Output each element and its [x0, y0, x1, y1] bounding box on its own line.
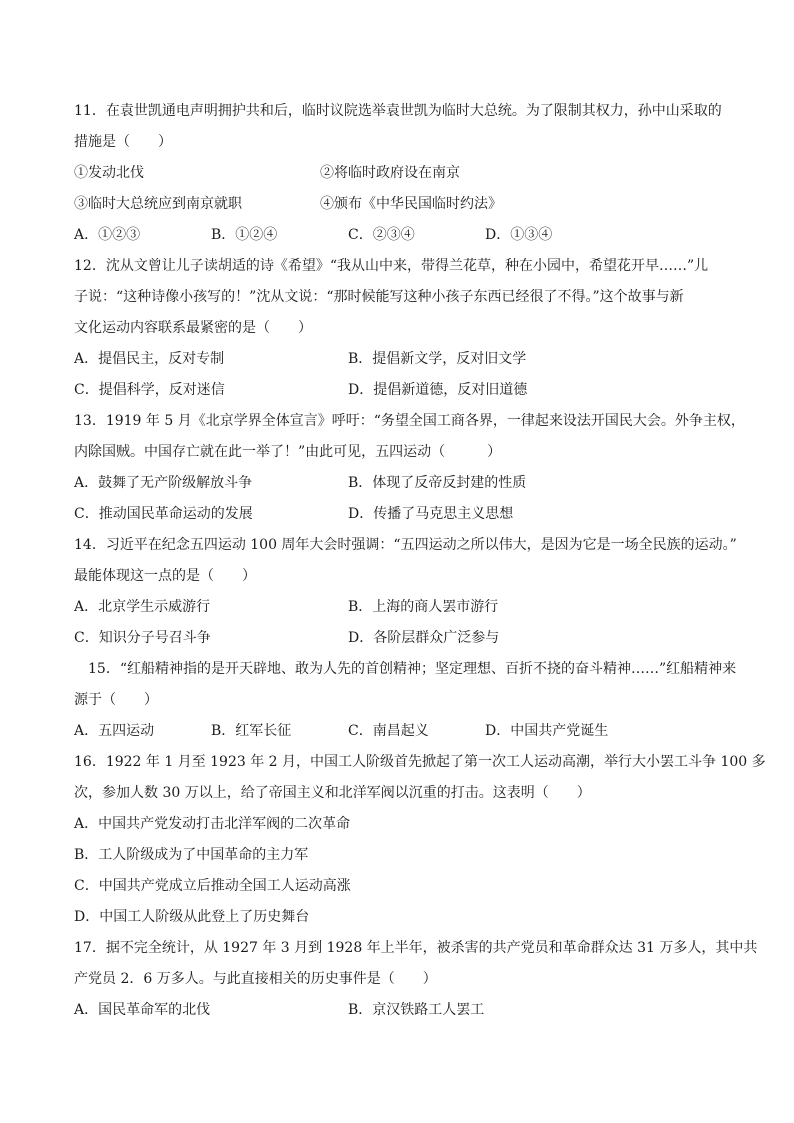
option-a[interactable]: A．国民革命军的北伐 [74, 1002, 211, 1018]
option-d[interactable]: D．中国共产党诞生 [485, 723, 609, 739]
option-b[interactable]: B．京汉铁路工人罢工 [348, 1002, 485, 1018]
option-a[interactable]: A．中国共产党发动打击北洋军阀的二次革命 [74, 816, 351, 832]
option-b[interactable]: B．提倡新文学，反对旧文学 [348, 351, 527, 367]
option-c[interactable]: C．提倡科学，反对迷信 [74, 382, 225, 398]
option-b[interactable]: B．体现了反帝反封建的性质 [348, 475, 527, 491]
option-c[interactable]: C．南昌起义 [348, 723, 429, 739]
question-stem-line: 子说：“这种诗像小孩写的！”沈从文说：“那时候能写这种小孩子东西已经很了不得。”这个故事与新 [74, 289, 684, 305]
question-stem-line: 13．1919 年 5 月《北京学界全体宣言》呼吁：“务望全国工商各界，一律起来设法开国民大会。外争主权， [74, 413, 745, 429]
question-stem-line: 15．“红船精神指的是开天辟地、敢为人先的首创精神；坚定理想、百折不挠的奋斗精神……”红船精神来 [88, 661, 737, 677]
subitem: ④颁布《中华民国临时约法》 [320, 196, 502, 212]
option-d[interactable]: D．提倡新道德，反对旧道德 [348, 382, 528, 398]
question-14 [74, 530, 737, 654]
option-a[interactable]: A．北京学生示威游行 [74, 599, 211, 615]
question-stem-line: 14．习近平在纪念五四运动 100 周年大会时强调：“五四运动之所以伟大，是因为它是一场全民族的运动。” [74, 537, 737, 553]
question-16 [74, 747, 766, 933]
option-c[interactable]: C．②③④ [348, 227, 415, 243]
question-17 [74, 933, 758, 1026]
question-stem-line: 内除国贼。中国存亡就在此一举了！”由此可见，五四运动（ ） [74, 444, 502, 460]
question-13 [74, 406, 745, 530]
question-stem-line: 12．沈从文曾让儿子读胡适的诗《希望》“我从山中来，带得兰花草，种在小园中，希望花开早……”儿 [74, 258, 709, 274]
options-row [74, 499, 734, 530]
subitem: ①发动北伐 [74, 165, 144, 181]
options-row [74, 220, 734, 251]
option-d[interactable]: D．①③④ [485, 227, 553, 243]
options-row [74, 995, 734, 1026]
option-d[interactable]: D．各阶层群众广泛参与 [348, 630, 500, 646]
options-row [74, 344, 734, 375]
options-row [74, 716, 734, 747]
options-row [74, 592, 734, 623]
option-c[interactable]: C．知识分子号召斗争 [74, 630, 211, 646]
options-row [74, 623, 734, 654]
question-stem-line: 11．在袁世凯通电声明拥护共和后，临时议院选举袁世凯为临时大总统。为了限制其权力，孙中山采取的 [74, 103, 722, 119]
option-a[interactable]: A．①②③ [74, 227, 141, 243]
subitem-row [74, 189, 734, 220]
question-stem-line: 次，参加人数 30 万以上，给了帝国主义和北洋军阀以沉重的打击。这表明（ ） [74, 785, 591, 801]
subitem-row [74, 158, 734, 189]
subitem: ③临时大总统应到南京就职 [74, 196, 242, 212]
question-stem-line: 措施是（ ） [74, 134, 172, 150]
question-stem-line: 最能体现这一点的是（ ） [74, 568, 256, 584]
option-c[interactable]: C．中国共产党成立后推动全国工人运动高涨 [74, 878, 351, 894]
subitem: ②将临时政府设在南京 [320, 165, 460, 181]
option-a[interactable]: A．提倡民主，反对专制 [74, 351, 225, 367]
question-stem-line: 源于（ ） [74, 692, 158, 708]
option-b[interactable]: B．工人阶级成为了中国革命的主力军 [74, 847, 309, 863]
question-stem-line: 16．1922 年 1 月至 1923 年 2 月，中国工人阶级首先掀起了第一次工人运动高潮，举行大小罢工斗争 100 多 [74, 754, 766, 770]
option-c[interactable]: C．推动国民革命运动的发展 [74, 506, 253, 522]
options-row [74, 468, 734, 499]
options-row [74, 375, 734, 406]
option-b[interactable]: B．①②④ [211, 227, 278, 243]
question-stem-line: 文化运动内容联系最紧密的是（ ） [74, 320, 312, 336]
question-stem-line: 产党员 2．6 万多人。与此直接相关的历史事件是（ ） [74, 971, 437, 987]
question-15 [74, 654, 737, 747]
option-a[interactable]: A．五四运动 [74, 723, 155, 739]
question-12 [74, 251, 734, 406]
question-stem-line: 17．据不完全统计，从 1927 年 3 月到 1928 年上半年，被杀害的共产党员和革命群众达 31 万多人，其中共 [74, 940, 758, 956]
option-b[interactable]: B．上海的商人罢市游行 [348, 599, 499, 615]
option-a[interactable]: A．鼓舞了无产阶级解放斗争 [74, 475, 253, 491]
option-b[interactable]: B．红军长征 [211, 723, 292, 739]
option-d[interactable]: D．传播了马克思主义思想 [348, 506, 514, 522]
question-11 [74, 96, 734, 251]
option-d[interactable]: D．中国工人阶级从此登上了历史舞台 [74, 909, 310, 925]
